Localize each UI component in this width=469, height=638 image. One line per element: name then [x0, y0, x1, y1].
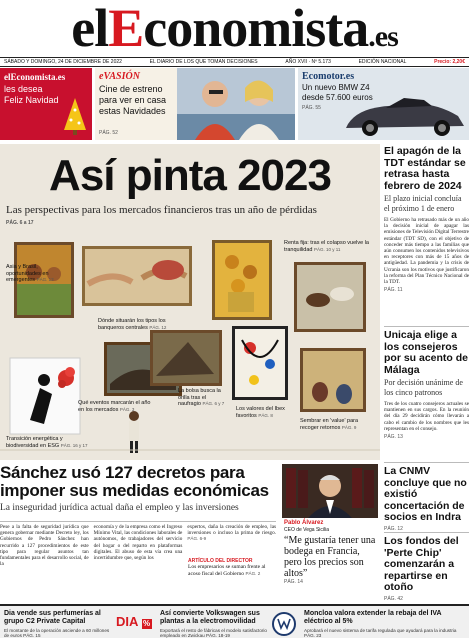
lead-headline: Sánchez usó 127 decretos para imponer sus medidas económicas [0, 463, 269, 500]
feature-subhead: Las perspectivas para los mercados financieros tras un año de pérdidas [6, 204, 317, 216]
promo-evasion[interactable] [95, 68, 295, 140]
feature-art-spread[interactable] [0, 144, 380, 460]
story-cnmv[interactable] [384, 466, 469, 532]
caption-page: PÁG. 10 y 11 [313, 246, 341, 252]
story-body: Tres de los cuatro consejeros actuales se mantienen en sus cargos. En la reunión del día 29 decidirán cómo llevarán a cabo el cambio de los nombres que les representan en el consejo. [384, 401, 469, 432]
story-page: PÁG. 12 [384, 525, 403, 532]
caption-interest-rates[interactable] [98, 318, 168, 331]
feature-page: PÁG. 6 a 17 [6, 220, 34, 226]
caption-stock-market[interactable] [178, 388, 226, 408]
caption-value[interactable] [300, 418, 374, 431]
story-page: PÁG. 11 [384, 287, 403, 294]
vw-badge [272, 612, 296, 636]
footer-text [304, 628, 464, 638]
story-unicaja[interactable] [384, 330, 469, 440]
caption-page: PÁG. 6 y 7 [202, 401, 225, 406]
caption-market-events[interactable] [78, 400, 152, 413]
interviewee-photo [282, 464, 378, 518]
director-headline: Los empresarios se suman frente al acoso fiscal del Gobierno [188, 564, 266, 577]
caption-text: Qué eventos marcarán el año en los mercados [78, 400, 151, 413]
lead-col-2: economía y de la empresa como el Ingreso Mínimo Vital, las condiciones laborales de autónomos, de trabajadores del servicio del hogar o del reparto en plataformas digitales. El abuso de esta vía crea una incertidumbre que, según los [93, 524, 183, 562]
promo-brand: elEconomista.es [4, 72, 66, 82]
story-body: El Gobierno ha retrasado más de un año la decisión inicial de apagar las emisiones de Televisión Digital Terrestre estándar (TDT SD), con el objetivo de conceder más tiempo a las familias que aún consumen los contenidos televisivos en receptores con más de 15 años de antigüedad. La pandemia y la crisis de Ucrania son los motivos que justificaron la reforma del Plan Técnico Nacional de la TDT. [384, 217, 469, 286]
interview-quote: “Me gustaría tener una bodega en Francia, pero los precios son altos” [284, 535, 376, 579]
caption-page: PÁG. 8 [258, 412, 273, 418]
story-page: PÁG. 13 [384, 434, 403, 441]
promo-ecomotor[interactable] [298, 68, 469, 140]
footer-text [4, 628, 112, 638]
logo-part-el: el [71, 0, 109, 58]
logo-part-conomista: conomista [143, 0, 369, 58]
caption-text: Sembrar en 'value' para recoger retornos [300, 418, 359, 431]
story-perte-chip[interactable] [384, 536, 469, 602]
story-dek: El plazo inicial concluía el próximo 1 de enero [384, 194, 462, 213]
percent-icon: % [142, 619, 151, 628]
masthead [0, 0, 469, 58]
lead-col-1: Pese a la falta de seguridad jurídica que genera gobernar mediante Decreto ley, los Gobiernos de Pedro Sánchez han recurrido a 127 procedimientos de este tipo para regular asuntos tan fundamentales para el desarrollo social, de la [0, 524, 89, 568]
lead-page: PÁG. 6-9 [187, 536, 207, 542]
column-divider [384, 532, 469, 533]
promo-page: PÁG. 52 [99, 130, 118, 136]
director-page: PÁG. 2 [245, 570, 261, 576]
feature-headline[interactable]: Así pinta 2023 [49, 151, 331, 200]
promo-brand: Ecomotor.es [302, 71, 355, 82]
footer-text-body: Aprobará el nuevo sistema de tarifa regulada que ayudará para la industria [304, 628, 457, 633]
story-headline: Los fondos del 'Perte Chip' comenzarán a repartirse en otoño [384, 535, 459, 593]
footer-item-volkswagen[interactable] [160, 610, 268, 638]
footer-text [160, 628, 268, 638]
christmas-tree-icon [62, 96, 88, 136]
dateline-bar [0, 57, 469, 67]
interview-box[interactable] [282, 464, 378, 586]
price: Precio: 2,20€ [434, 59, 465, 65]
story-dek: Por decisión unánime de los cinco patronos [384, 378, 463, 397]
caption-text: Dónde situarán los tipos los banqueros centrales [98, 318, 166, 331]
lead-dek: La inseguridad jurídica actual daña el empleo y las inversiones [0, 503, 239, 513]
caption-page: PÁG. 12 [149, 324, 167, 330]
dia-logo-text: DIA [116, 614, 138, 629]
footer-page: PÁG. 23 [304, 633, 322, 638]
caption-text: Los valores del Ibex favoritos [236, 406, 285, 419]
motto: EL DIARIO DE LOS QUE TOMAN DECISIONES [149, 59, 258, 65]
caption-text: Transición energética y biodiversidad en ESG [6, 436, 63, 449]
director-text [188, 564, 278, 577]
caption-page: PÁG. 13 [36, 277, 54, 282]
director-label: ARTÍCULO DEL DIRECTOR [188, 558, 253, 564]
interview-page: PÁG. 14 [284, 579, 303, 585]
caption-page: PÁG. 3 [119, 406, 135, 412]
caption-esg[interactable] [6, 436, 94, 449]
logo-part-e: E [108, 0, 144, 58]
story-headline: Unicaja elige a los consejeros por su acento de Málaga [384, 329, 469, 376]
footer-headline: Dia vende sus perfumerías al grupo C2 Private Capital [4, 610, 101, 625]
footer-page: PÁG. 18-19 [205, 633, 230, 638]
caption-fixed-income[interactable] [284, 240, 376, 253]
caption-page: PÁG. 9 [341, 424, 357, 430]
interviewee-name: Pablo Álvarez [284, 520, 324, 526]
promo-christmas[interactable] [0, 68, 92, 140]
issue-date: SÁBADO Y DOMINGO, 24 DE DICIEMBRE DE 2022 [4, 59, 122, 65]
caption-text: La bolsa busca la orilla tras el naufragio [178, 388, 221, 407]
caption-ibex-stocks[interactable] [236, 406, 288, 419]
column-divider [384, 462, 469, 463]
story-headline: El apagón de la TDT estándar se retrasa hasta febrero de 2024 [384, 145, 466, 192]
interviewee-role: CEO de Vega Sicilia [284, 527, 330, 533]
dia-logo [116, 614, 152, 629]
caption-emerging[interactable] [6, 264, 64, 284]
logo-part-es: .es [368, 20, 398, 53]
lead-divider [0, 521, 276, 522]
car-photo [338, 90, 469, 140]
story-tdt[interactable] [384, 146, 469, 293]
story-page: PÁG. 42 [384, 595, 403, 602]
caption-page: PÁG. 16 y 17 [60, 442, 88, 448]
footer-text-body: Exportará el resto de fábricas el modelo satisfactorio empleado en Zwickau [160, 628, 267, 638]
column-divider [384, 326, 469, 327]
promo-page: PÁG. 55 [302, 105, 321, 111]
promo-brand: eVASIÓN [99, 71, 140, 82]
footer-item-dia[interactable] [4, 610, 112, 638]
issue-number: AÑO XVII · Nº 5.173 [285, 59, 331, 65]
promo-text: les desea Feliz Navidad [4, 84, 59, 105]
director-article[interactable] [188, 558, 278, 577]
caption-text: Asia y Brasil, oportunidades en emergentes [6, 264, 49, 283]
caption-text: Renta fija: tras el colapso vuelve la tranquilidad [284, 240, 369, 253]
footer-headline: Moncloa valora extender la rebaja del IVA eléctrico al 5% [304, 610, 442, 625]
footer-item-moncloa[interactable] [304, 610, 464, 638]
promo-text: Cine de estreno para ver en casa estas Navidades [99, 84, 167, 116]
footer-headline: Así convierte Volkswagen sus plantas a la electromovilidad [160, 610, 260, 625]
lead-col-3-text: expertos, daña la creación de empleo, las inversiones o incluso la prima de riesgo. [187, 524, 277, 537]
volkswagen-logo-icon [272, 612, 296, 638]
movie-still-photo [177, 68, 295, 140]
footer-page: PÁG. 15 [23, 633, 41, 638]
promo-text: Un nuevo BMW Z4 desde 57.600 euros [302, 83, 373, 102]
edition: EDICIÓN NACIONAL [358, 59, 407, 65]
footer-text-body: El montante de la operación asciende a 60 millones de euros [4, 628, 110, 638]
footer-teasers [0, 604, 469, 638]
story-headline: La CNMV concluye que no existió concertación de socios en Indra [384, 465, 467, 523]
newspaper-logo[interactable] [0, 0, 469, 65]
